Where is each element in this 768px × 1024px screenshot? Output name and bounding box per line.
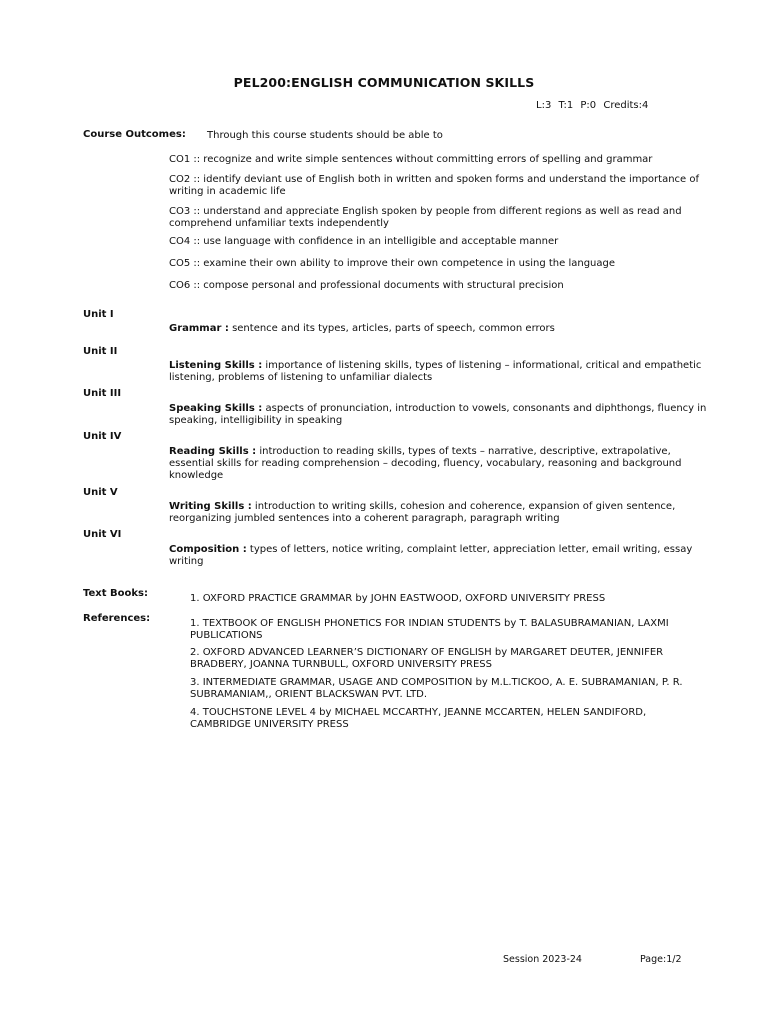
unit-topic: Writing Skills : — [169, 501, 252, 512]
unit-content — [169, 403, 709, 427]
course-outcomes-label: Course Outcomes: — [83, 129, 186, 140]
text-books-label: Text Books: — [83, 588, 148, 599]
unit-text: types of letters, notice writing, complaint letter, appreciation letter, email writing, essay writing — [169, 544, 693, 567]
unit-content — [169, 360, 709, 384]
unit-label: Unit III — [83, 388, 122, 399]
unit-content — [169, 501, 709, 525]
page-number: Page:1/2 — [640, 954, 682, 965]
course-outcome-item: CO2 :: identify deviant use of English both in written and spoken forms and understand the importance of writing in academic life — [169, 174, 700, 197]
unit-label: Unit IV — [83, 431, 122, 442]
unit-topic: Grammar : — [169, 323, 229, 334]
unit-text: sentence and its types, articles, parts of speech, common errors — [228, 323, 555, 334]
unit-text: aspects of pronunciation, introduction to vowels, consonants and diphthongs, fluency in speaking, intelligibility in speaking — [169, 403, 707, 426]
unit-content — [169, 323, 709, 335]
session-label: Session 2023-24 — [503, 954, 582, 965]
course-outcome-item: CO4 :: use language with confidence in an intelligible and acceptable manner — [169, 236, 559, 247]
page-title: PEL200:ENGLISH COMMUNICATION SKILLS — [233, 75, 535, 90]
references-label: References: — [83, 613, 151, 624]
unit-label: Unit V — [83, 487, 118, 498]
unit-text: importance of listening skills, types of listening – informational, critical and empathetic listening, problems of listening to unfamiliar dialects — [169, 360, 702, 383]
unit-topic: Reading Skills : — [169, 446, 257, 457]
ltp-credits: L:3 T:1 P:0 Credits:4 — [536, 100, 649, 111]
unit-topic: Composition : — [169, 544, 247, 555]
unit-topic: Listening Skills : — [169, 360, 263, 371]
unit-label: Unit I — [83, 309, 114, 320]
reference-item: 1. TEXTBOOK OF ENGLISH PHONETICS FOR INDIAN STUDENTS by T. BALASUBRAMANIAN, LAXMI PUBLICATIONS — [190, 618, 669, 641]
text-book-item: 1. OXFORD PRACTICE GRAMMAR by JOHN EASTWOOD, OXFORD UNIVERSITY PRESS — [190, 593, 606, 604]
course-outcome-item: CO3 :: understand and appreciate English spoken by people from different regions as well as read and comprehend unfamiliar texts independently — [169, 206, 682, 229]
unit-topic: Speaking Skills : — [169, 403, 263, 414]
course-outcome-item: CO5 :: examine their own ability to improve their own competence in using the language — [169, 258, 616, 269]
course-outcome-item: CO6 :: compose personal and professional documents with structural precision — [169, 280, 564, 291]
course-outcomes-intro: Through this course students should be able to — [207, 130, 443, 141]
unit-label: Unit II — [83, 346, 118, 357]
unit-content — [169, 446, 709, 482]
reference-item: 3. INTERMEDIATE GRAMMAR, USAGE AND COMPOSITION by M.L.TICKOO, A. E. SUBRAMANIAN, P. R. SUBRAMANIAM,, ORIENT BLACKSWAN PVT. LTD. — [190, 677, 683, 700]
course-outcome-item: CO1 :: recognize and write simple sentences without committing errors of spelling and grammar — [169, 154, 653, 165]
reference-item: 4. TOUCHSTONE LEVEL 4 by MICHAEL MCCARTHY, JEANNE MCCARTEN, HELEN SANDIFORD, CAMBRIDGE UNIVERSITY PRESS — [190, 707, 647, 730]
reference-item: 2. OXFORD ADVANCED LEARNER’S DICTIONARY OF ENGLISH by MARGARET DEUTER, JENNIFER BRADBERY, JOANNA TURNBULL, OXFORD UNIVERSITY PRESS — [190, 647, 664, 670]
unit-content — [169, 544, 709, 568]
unit-label: Unit VI — [83, 529, 122, 540]
unit-text: introduction to writing skills, cohesion and coherence, expansion of given sentence, reorganizing jumbled sentences into a coherent paragraph, paragraph writing — [169, 501, 676, 524]
unit-text: introduction to reading skills, types of texts – narrative, descriptive, extrapolative, essential skills for reading comprehension – decoding, fluency, vocabulary, reasoning and background knowledge — [169, 446, 682, 481]
